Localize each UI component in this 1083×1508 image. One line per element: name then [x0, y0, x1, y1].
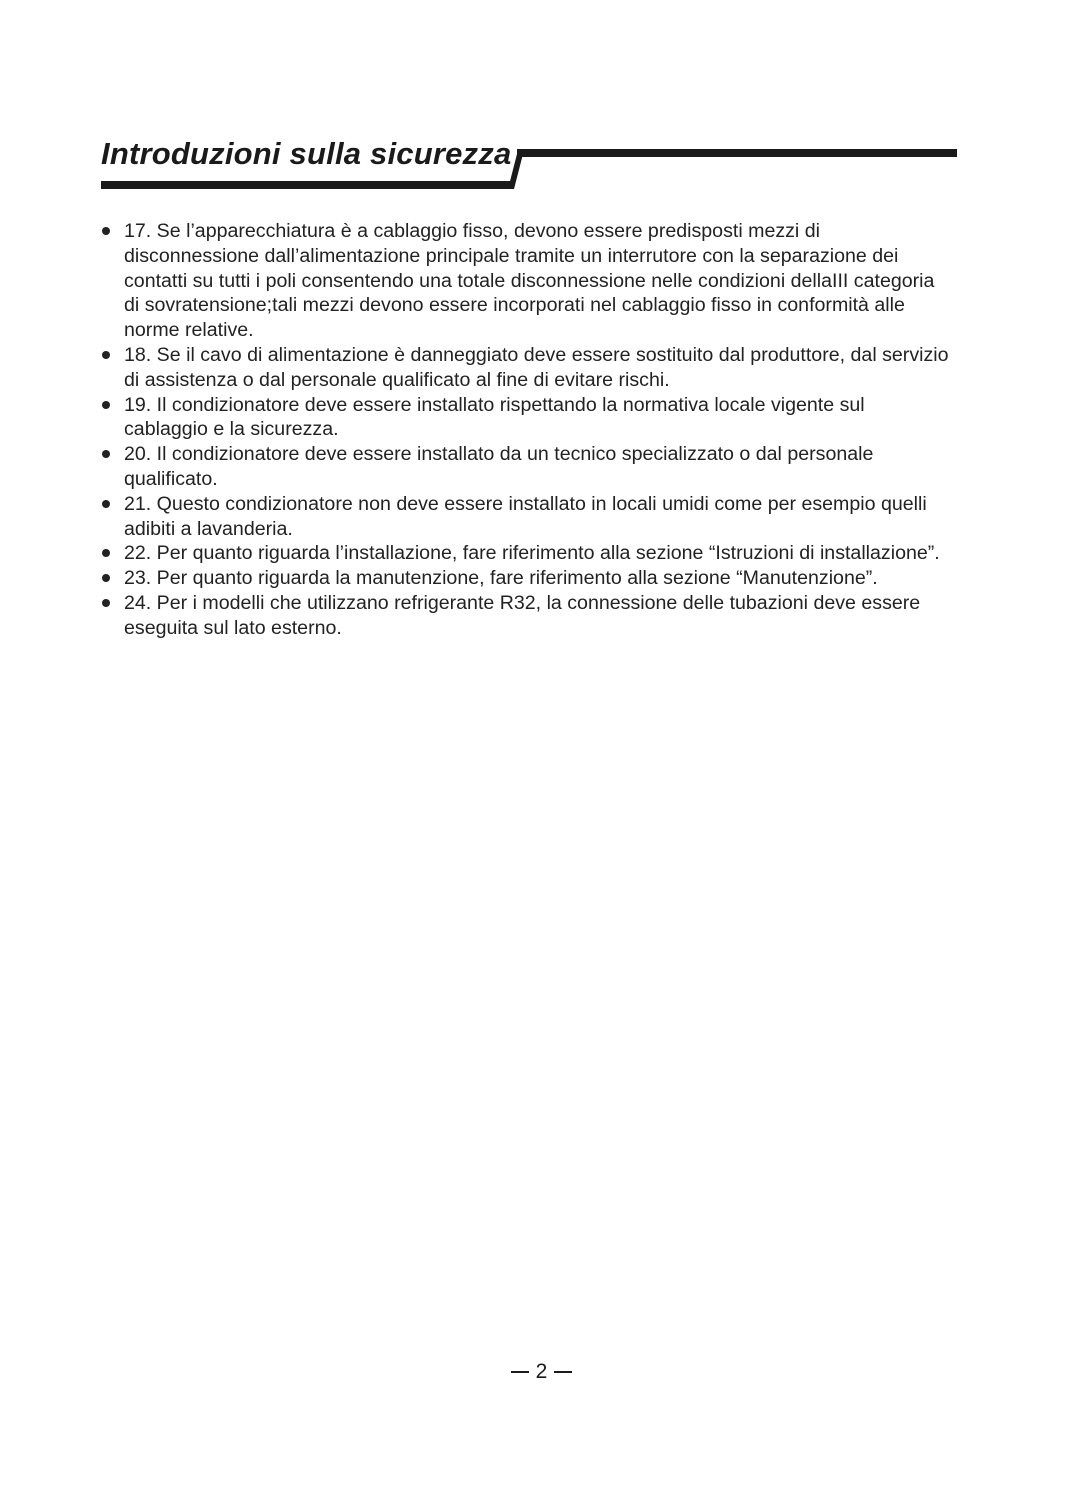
list-item: [100, 442, 950, 492]
list-item: [100, 591, 950, 641]
bullet-icon: [102, 351, 110, 359]
list-item: [100, 219, 950, 343]
dash-right: [554, 1371, 572, 1373]
list-item-text: 17. Se l’apparecchiatura è a cablaggio fisso, devono essere predisposti mezzi di disconnessione dall’alimentazione principale tramite un interrutore con la separazione dei contatti su tutti i poli consentendo una totale disconnessione nelle condizioni dellaIII categoria di sovratensione;tali mezzi devono essere incorporati nel cablaggio fisso in conformità alle norme relative.: [124, 220, 935, 342]
bullet-icon: [102, 574, 110, 582]
bullet-icon: [102, 599, 110, 607]
list-item: [100, 541, 950, 566]
bullet-icon: [102, 500, 110, 508]
dash-left: [511, 1371, 529, 1373]
list-item: [100, 393, 950, 443]
list-item-text: 22. Per quanto riguarda l’installazione, fare riferimento alla sezione “Istruzioni di installazione”.: [124, 542, 940, 565]
page-title: Introduzioni sulla sicurezza: [101, 136, 512, 171]
list-item: [100, 566, 950, 591]
list-item-text: 23. Per quanto riguarda la manutenzione, fare riferimento alla sezione “Manutenzione”.: [124, 567, 878, 590]
page-footer: [0, 1360, 1083, 1384]
page-number: 2: [535, 1360, 548, 1383]
list-item-text: 21. Questo condizionatore non deve essere installato in locali umidi come per esempio quelli adibiti a lavanderia.: [124, 492, 927, 540]
safety-instructions-list: [100, 219, 950, 641]
bullet-icon: [102, 227, 110, 235]
list-item: [100, 343, 950, 393]
list-item: [100, 492, 950, 542]
bullet-icon: [102, 549, 110, 557]
bullet-icon: [102, 450, 110, 458]
list-item-text: 24. Per i modelli che utilizzano refrigerante R32, la connessione delle tubazioni deve essere eseguita sul lato esterno.: [124, 591, 921, 639]
list-item-text: 20. Il condizionatore deve essere installato da un tecnico specializzato o dal personale qualificato.: [124, 443, 874, 490]
bullet-icon: [102, 401, 110, 409]
section-header: [0, 0, 1083, 200]
list-item-text: 18. Se il cavo di alimentazione è danneggiato deve essere sostituito dal produttore, dal servizio di assistenza o dal personale qualificato al fine di evitare rischi.: [124, 343, 949, 391]
list-item-text: 19. Il condizionatore deve essere installato rispettando la normativa locale vigente sul cablaggio e la sicurezza.: [124, 393, 865, 441]
